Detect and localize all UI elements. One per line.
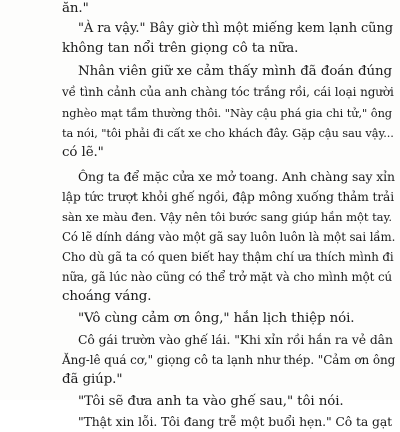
text-line: có lẽ." — [62, 145, 104, 160]
text-line: đã giúp." — [62, 372, 123, 387]
text-line: Cô gái trườn vào ghế lái. "Khi xỉn rồi hắn ra vẻ dân — [78, 332, 393, 347]
text-line: sàn xe màu đen. Vậy nên tôi bước sang giúp hắn một tay. — [62, 210, 392, 224]
text-line: "Tôi sẽ đưa anh ta vào ghế sau," tôi nói. — [78, 394, 344, 409]
text-line: Ông ta để mặc cửa xe mở toang. Anh chàng say xỉn — [78, 169, 395, 184]
text-line: Cho dù gã ta có quen biết hay thậm chí ưa thích mình đi — [62, 250, 394, 264]
text-line: Ăng-lê quá cơ," giọng cô ta lạnh như thép. "Cảm ơn ông — [62, 353, 396, 367]
text-line: Có lẽ dính dáng vào một gã say luôn luôn là một sai lầm. — [62, 230, 396, 244]
text-line: nghèo mạt tầm thường thôi. "Này cậu phá gia chi tử," ông — [62, 106, 392, 120]
text-line: về tình cảnh của anh chàng tóc trắng rồi, cái loại người — [62, 85, 394, 99]
text-line: ta nói, "tôi phải đi cất xe cho khách đây. Gặp cậu sau vậy... — [62, 126, 394, 140]
text-line: nữa, gã lúc nào cũng có thể trở mặt và cho mình một cú — [62, 270, 392, 284]
text-line: choáng váng. — [62, 289, 152, 304]
text-line: không tan nổi trên giọng cô ta nữa. — [62, 41, 299, 56]
text-line: ăn." — [62, 1, 89, 16]
text-line: lập tức trượt khỏi ghế ngồi, đập mông xuống thảm trải — [62, 190, 394, 204]
text-line: "Thật xin lỗi. Tôi đang trễ một buổi hẹn." Cô ta gạt — [78, 414, 392, 429]
text-line: Nhân viên giữ xe cảm thấy mình đã đoán đúng — [78, 64, 392, 79]
text-line: "Vô cùng cảm ơn ông," hắn lịch thiệp nói. — [78, 311, 355, 326]
text-line: "À ra vậy." Bây giờ thì một miếng kem lạnh cũng — [78, 21, 393, 36]
